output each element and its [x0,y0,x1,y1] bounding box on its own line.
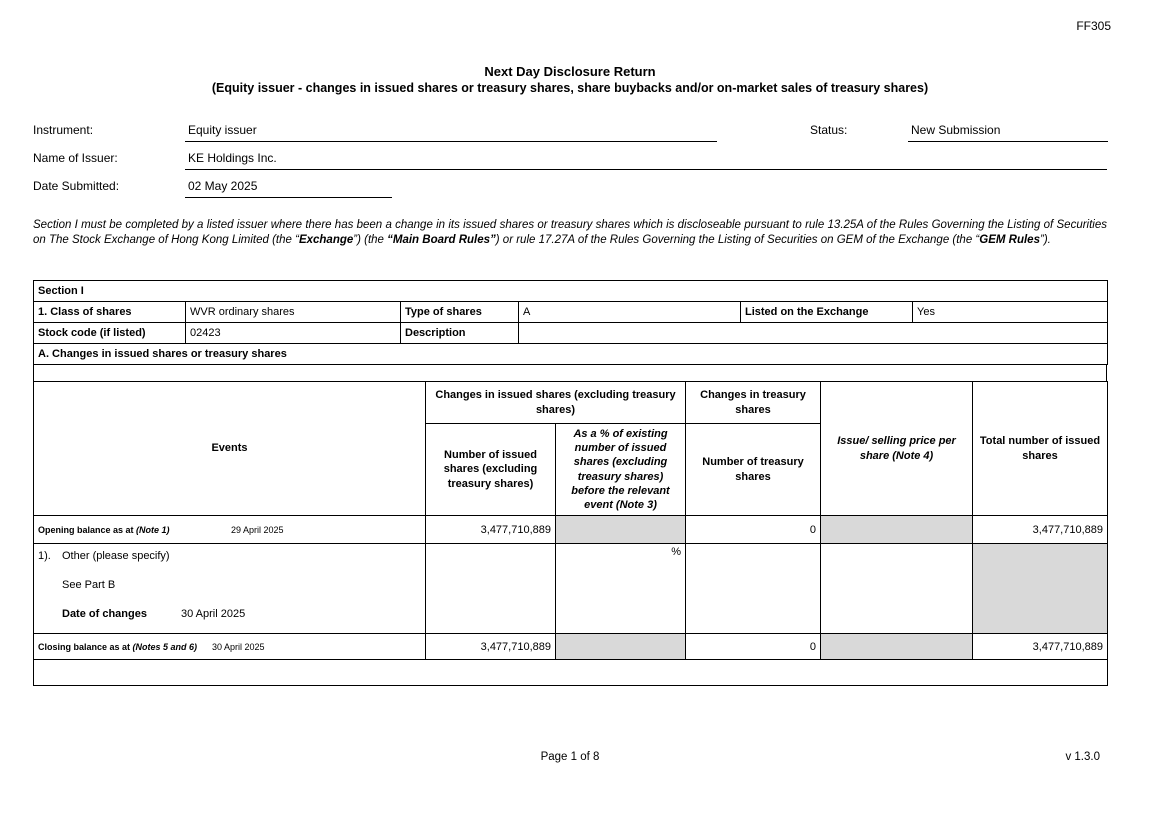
document-title: Next Day Disclosure Return [484,64,656,79]
type-of-shares-value: A [519,302,741,323]
event-price-cell [821,544,973,634]
closing-total-issued-shares: 3,477,710,889 [973,634,1108,660]
part-a-title-row [34,344,1108,365]
table-spacer [33,365,1107,381]
opening-num-issued-shares: 3,477,710,889 [426,516,556,544]
status-value: New Submission [908,123,1108,142]
section1-title: Section I [34,281,1108,302]
date-submitted-row [33,172,1107,198]
version-number: v 1.3.0 [1065,751,1100,763]
document-subtitle: (Equity issuer - changes in issued shares or treasury shares, share buybacks and/or on-market sales of treasury shares) [211,81,929,95]
event-title-line [38,550,421,562]
type-of-shares-label: Type of shares [401,302,519,323]
intro-text-4: ”). [1039,234,1051,247]
listed-on-exchange-value: Yes [913,302,1108,323]
opening-balance-date: 29 April 2025 [231,524,284,535]
event-num-treasury-shares [686,544,821,634]
closing-balance-note: (Notes 5 and 6) [132,641,198,652]
listed-on-exchange-label: Listed on the Exchange [741,302,913,323]
event-type-label: Other (please specify) [62,550,170,562]
event-pct-cell: % [556,544,686,634]
intro-paragraph [33,218,1107,249]
intro-text-3: ) or rule 17.27A of the Rules Governing the Listing of Securities on GEM of the Exchange (the “ [495,234,980,247]
opening-num-treasury-shares: 0 [686,516,821,544]
part-a-title: A. Changes in issued shares or treasury shares [34,344,1108,365]
opening-price-shaded-cell [821,516,973,544]
total-column-header: Total number of issued shares [973,382,1108,516]
closing-balance-date: 30 April 2025 [212,641,265,652]
closing-price-shaded-cell [821,634,973,660]
event-date-value: 30 April 2025 [180,608,246,620]
closing-num-treasury-shares: 0 [686,634,821,660]
intro-text-2: ”) (the [353,234,388,247]
stock-code-value: 02423 [186,323,401,344]
instrument-value: Equity issuer [185,123,717,142]
form-code: FF305 [1076,19,1111,33]
instrument-label: Instrument: [33,123,94,137]
section1-tables [33,280,1107,686]
class-of-shares-row [34,302,1108,323]
event-total-shaded-cell [973,544,1108,634]
opening-balance-note: (Note 1) [136,524,170,535]
form-content [33,0,1107,825]
class-of-shares-label: 1. Class of shares [34,302,186,323]
intro-term-main-board-rules: “Main Board Rules” [387,234,496,247]
treasury-shares-group-header: Changes in treasury shares [686,382,821,424]
stock-code-row [34,323,1108,344]
event-detail-line: See Part B [62,579,116,591]
intro-term-exchange: Exchange [298,234,354,247]
section1-title-row [34,281,1108,302]
issuer-label: Name of Issuer: [33,151,118,165]
description-value [519,323,1108,344]
event-date-line [62,608,421,620]
opening-total-issued-shares: 3,477,710,889 [973,516,1108,544]
closing-balance-row [34,634,1108,660]
closing-num-issued-shares: 3,477,710,889 [426,634,556,660]
issued-shares-group-header: Changes in issued shares (excluding treasury shares) [426,382,686,424]
page-number: Page 1 of 8 [540,751,600,763]
event-events-cell [34,544,426,634]
event-num-issued-shares [426,544,556,634]
class-of-shares-value: WVR ordinary shares [186,302,401,323]
opening-balance-label: Opening balance as at [38,524,137,535]
event-row [34,544,1108,634]
pct-column-header: As a % of existing number of issued shares (excluding treasury shares) before the relevant event (Note 3) [556,424,686,516]
status-label: Status: [810,123,848,137]
changes-group-header-row [34,382,1108,424]
event-index: 1). [38,550,51,562]
opening-balance-events-cell [34,516,426,544]
opening-pct-shaded-cell [556,516,686,544]
instrument-row [33,116,1107,142]
date-submitted-label: Date Submitted: [33,179,120,193]
description-label: Description [401,323,519,344]
stock-code-label: Stock code (if listed) [34,323,186,344]
num-treasury-column-header: Number of treasury shares [686,424,821,516]
section1-header-table [33,280,1108,365]
event-date-label: Date of changes [62,608,147,620]
closing-balance-events-cell [34,634,426,660]
events-column-header: Events [34,382,426,516]
page-footer [33,751,1107,767]
intro-text-1: Section I must be completed by a listed issuer where there has been a change in its issued shares or treasury shares which is discloseable pursuant to rule 13.25A of the Rules Governing the Listing of Securities on The Stock Exchange of Hong Kong Limited (the “ [33,219,1107,247]
opening-balance-row [34,516,1108,544]
price-column-header: Issue/ selling price per share (Note 4) [821,382,973,516]
empty-bottom-cell [34,660,1108,686]
issuer-value: KE Holdings Inc. [185,151,1107,170]
changes-table [33,381,1108,686]
num-issued-column-header: Number of issued shares (excluding treasury shares) [426,424,556,516]
empty-bottom-row [34,660,1108,686]
date-submitted-value: 02 May 2025 [185,179,392,198]
intro-term-gem-rules: GEM Rules [979,234,1040,247]
closing-balance-label: Closing balance as at [38,641,133,652]
closing-pct-shaded-cell [556,634,686,660]
issuer-row [33,144,1107,170]
